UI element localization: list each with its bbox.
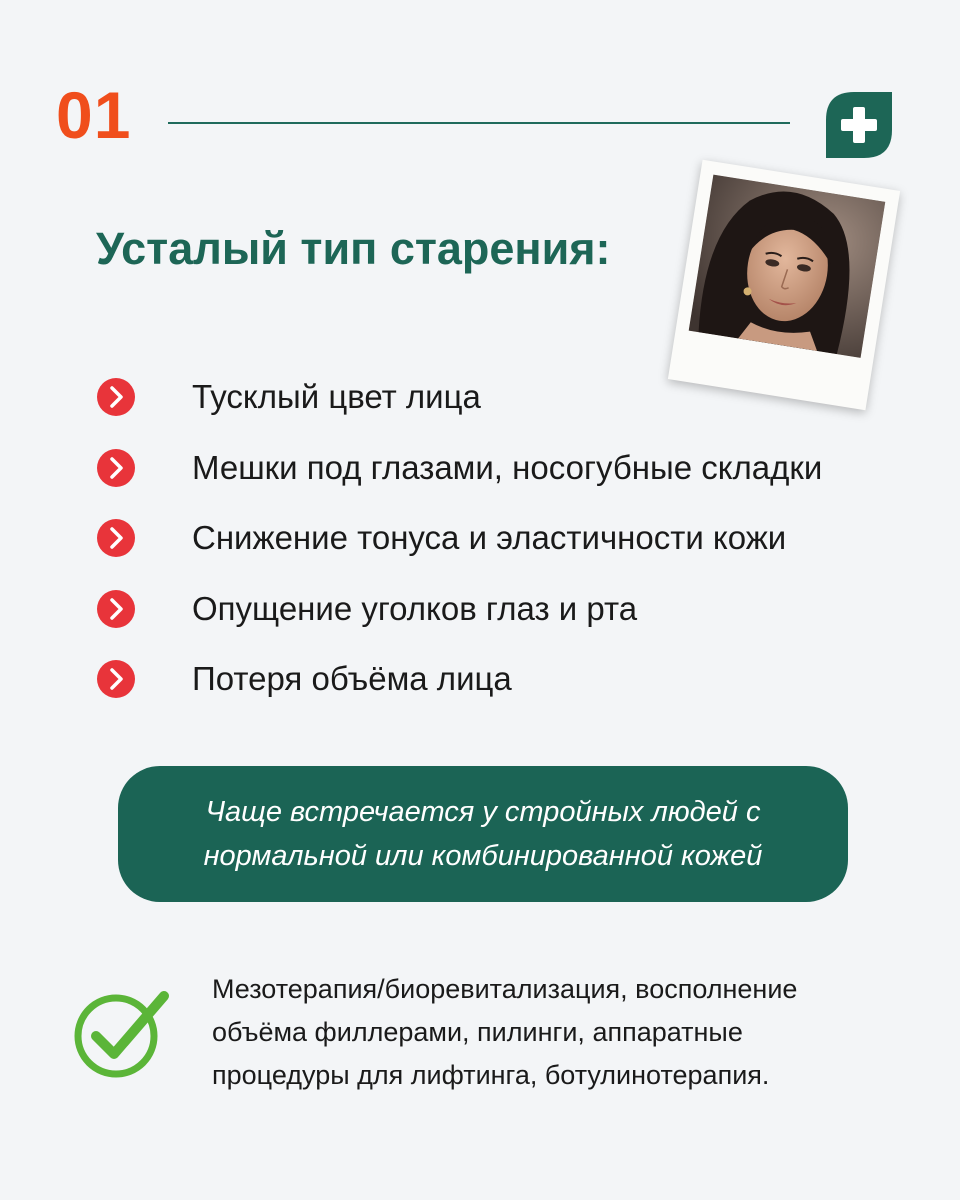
symptom-list xyxy=(96,362,822,715)
chevron-right-icon xyxy=(96,518,136,558)
slide-number: 01 xyxy=(56,78,132,152)
list-item-text: Опущение уголков глаз и рта xyxy=(192,589,638,627)
list-item-text: Потеря объёма лица xyxy=(192,660,512,698)
treatment-text xyxy=(212,968,797,1097)
treatment-line: процедуры для лифтинга, ботулинотерапия. xyxy=(212,1060,770,1090)
callout-text-line: Чаще встречается у стройных людей с xyxy=(205,796,761,828)
treatment-line: объёма филлерами, пилинги, аппаратные xyxy=(212,1017,743,1047)
list-item xyxy=(96,644,822,715)
medical-cross-icon xyxy=(824,90,894,160)
checkmark-icon xyxy=(70,986,170,1080)
list-item xyxy=(96,433,822,504)
page-title: Усталый тип старения: xyxy=(96,223,611,274)
treatment-line: Мезотерапия/биоревитализация, восполнение xyxy=(212,974,798,1004)
chevron-right-icon xyxy=(96,377,136,417)
list-item xyxy=(96,362,822,433)
info-callout xyxy=(118,766,848,902)
list-item-text: Снижение тонуса и эластичности кожи xyxy=(192,519,787,557)
list-item-text: Мешки под глазами, носогубные складки xyxy=(192,448,823,486)
portrait-photo xyxy=(689,175,886,358)
chevron-right-icon xyxy=(96,448,136,488)
list-item xyxy=(96,503,822,574)
list-item-text: Тусклый цвет лица xyxy=(192,378,481,416)
callout-text-line: нормальной или комбинированной кожей xyxy=(203,840,763,872)
header-divider xyxy=(168,122,790,124)
chevron-right-icon xyxy=(96,659,136,699)
chevron-right-icon xyxy=(96,589,136,629)
list-item xyxy=(96,574,822,645)
